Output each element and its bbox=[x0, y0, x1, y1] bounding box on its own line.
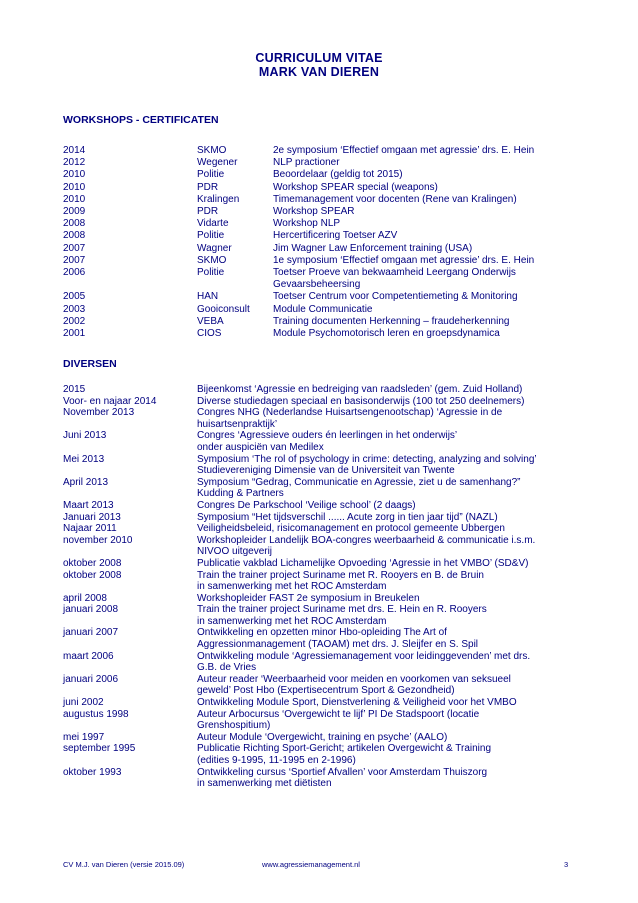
workshop-organization: VEBA bbox=[197, 315, 224, 327]
diversen-date: November 2013 bbox=[63, 407, 135, 419]
workshop-row bbox=[63, 145, 583, 157]
workshop-row bbox=[63, 157, 583, 169]
page-number: 3 bbox=[564, 860, 569, 869]
diversen-description: Congres NHG (Nederlandse Huisartsengenootschap) ‘Agressie in de huisartsenpraktijk’ bbox=[197, 407, 503, 430]
diversen-description: Ontwikkeling module ‘Agressiemanagement voor leidinggevenden’ met drs. G.B. de Vries bbox=[197, 650, 531, 674]
workshop-row bbox=[63, 243, 583, 255]
workshop-year: 2007 bbox=[63, 254, 86, 266]
workshop-year: 2006 bbox=[63, 267, 86, 279]
diversen-date: mei 1997 bbox=[63, 731, 105, 743]
diversen-date: Januari 2013 bbox=[63, 511, 121, 523]
diversen-description: Auteur reader ‘Weerbaarheid voor meiden en voorkomen van seksueel geweld’ Post Hbo (Expertisecentrum Sport & Gezondheid) bbox=[197, 673, 511, 697]
workshop-organization: Vidarte bbox=[197, 218, 229, 230]
workshop-row bbox=[63, 291, 583, 303]
workshop-description: NLP practioner bbox=[273, 157, 340, 169]
diversen-date: september 1995 bbox=[63, 743, 136, 755]
workshop-year: 2001 bbox=[63, 328, 86, 340]
diversen-date: oktober 1993 bbox=[63, 766, 122, 778]
workshop-description: Jim Wagner Law Enforcement training (USA) bbox=[273, 242, 473, 254]
workshops-list bbox=[63, 145, 583, 340]
diversen-description: Ontwikkeling cursus ‘Sportief Afvallen’ voor Amsterdam Thuiszorg in samenwerking met diëtisten bbox=[197, 766, 488, 790]
diversen-row bbox=[63, 570, 583, 593]
diversen-description: Congres De Parkschool ‘Veilige school’ (2 daags) bbox=[197, 499, 416, 511]
diversen-row bbox=[63, 384, 583, 396]
diversen-description: Workshopleider Landelijk BOA-congres weerbaarheid & communicatie i.s.m. NIVOO uitgeverij bbox=[197, 534, 536, 558]
diversen-description: Workshopleider FAST 2e symposium in Breukelen bbox=[197, 592, 420, 604]
workshop-year: 2008 bbox=[63, 230, 86, 242]
diversen-row bbox=[63, 604, 583, 627]
diversen-row bbox=[63, 512, 583, 524]
diversen-date: Maart 2013 bbox=[63, 499, 114, 511]
workshop-description: Toetser Proeve van bekwaamheid Leergang Onderwijs Gevaarsbeheersing bbox=[273, 267, 516, 291]
diversen-description: Symposium “Gedrag, Communicatie en Agressie, ziet u de samenhang?” Kudding & Partners bbox=[197, 476, 521, 500]
workshop-organization: SKMO bbox=[197, 254, 227, 266]
workshop-description: Toetser Centrum voor Competentiemeting & Monitoring bbox=[273, 291, 518, 303]
diversen-row bbox=[63, 454, 583, 477]
diversen-description: Diverse studiedagen speciaal en basisonderwijs (100 tot 250 deelnemers) bbox=[197, 395, 525, 407]
diversen-row bbox=[63, 743, 583, 766]
workshop-year: 2002 bbox=[63, 315, 86, 327]
diversen-date: Juni 2013 bbox=[63, 430, 107, 442]
workshop-year: 2008 bbox=[63, 218, 86, 230]
diversen-date: Mei 2013 bbox=[63, 453, 105, 465]
workshop-description: Module Psychomotorisch leren en groepsdynamica bbox=[273, 328, 500, 340]
workshop-year: 2014 bbox=[63, 145, 86, 156]
footer-website: www.agressiemanagement.nl bbox=[262, 860, 360, 869]
workshop-row bbox=[63, 218, 583, 230]
diversen-description: Publicatie vakblad Lichamelijke Opvoeding ‘Agressie in het VMBO’ (SD&V) bbox=[197, 557, 529, 569]
diversen-description: Train the trainer project Suriname met drs. E. Hein en R. Rooyers in samenwerking met het ROC Amsterdam bbox=[197, 604, 487, 627]
diversen-description: Auteur Module ‘Overgewicht, training en psyche’ (AALO) bbox=[197, 731, 448, 743]
workshop-description: Training documenten Herkenning – fraudeherkenning bbox=[273, 315, 510, 327]
footer-version: CV M.J. van Dieren (versie 2015.09) bbox=[63, 860, 185, 869]
workshop-description: Timemanagement voor docenten (Rene van Kralingen) bbox=[273, 193, 517, 205]
workshop-year: 2007 bbox=[63, 242, 86, 254]
diversen-row bbox=[63, 709, 583, 732]
diversen-date: oktober 2008 bbox=[63, 557, 122, 569]
workshop-organization: Wegener bbox=[197, 157, 238, 169]
document-subtitle: MARK VAN DIEREN bbox=[258, 65, 380, 79]
diversen-row bbox=[63, 430, 583, 453]
diversen-date: maart 2006 bbox=[63, 650, 114, 662]
diversen-date: juni 2002 bbox=[63, 697, 104, 709]
workshop-organization: Kralingen bbox=[197, 193, 240, 205]
workshop-description: Module Communicatie bbox=[273, 303, 373, 315]
diversen-description: Ontwikkeling en opzetten minor Hbo-opleiding The Art of Aggressionmanagement (TAOAM) met drs. J. Sleijfer en S. Spil bbox=[197, 627, 479, 651]
diversen-description: Auteur Arbocursus ‘Overgewicht te lijf’ PI De Stadspoort (locatie Grenshospitium) bbox=[197, 708, 480, 732]
diversen-list bbox=[63, 384, 583, 790]
diversen-row bbox=[63, 477, 583, 500]
workshop-row bbox=[63, 267, 583, 291]
workshop-organization: Politie bbox=[197, 267, 225, 279]
workshop-row bbox=[63, 316, 583, 328]
diversen-row bbox=[63, 767, 583, 790]
diversen-row bbox=[63, 732, 583, 744]
workshop-description: Beoordelaar (geldig tot 2015) bbox=[273, 169, 403, 181]
diversen-date: oktober 2008 bbox=[63, 569, 122, 581]
workshop-description: Workshop SPEAR special (weapons) bbox=[273, 181, 438, 193]
workshop-row bbox=[63, 255, 583, 267]
workshops-heading: WORKSHOPS - CERTIFICATEN bbox=[63, 114, 219, 126]
diversen-row bbox=[63, 558, 583, 570]
workshop-description: Workshop NLP bbox=[273, 218, 341, 230]
diversen-date: Najaar 2011 bbox=[63, 523, 117, 535]
workshop-year: 2005 bbox=[63, 291, 86, 303]
diversen-date: Voor- en najaar 2014 bbox=[63, 395, 157, 407]
diversen-date: augustus 1998 bbox=[63, 708, 129, 720]
diversen-description: Train the trainer project Suriname met R. Rooyers en B. de Bruin in samenwerking met het ROC Amsterdam bbox=[197, 569, 484, 593]
diversen-row bbox=[63, 535, 583, 558]
diversen-description: Publicatie Richting Sport-Gericht; artikelen Overgewicht & Training (edities 9-1995, 11-1995 en 2-1996) bbox=[197, 743, 492, 766]
diversen-row bbox=[63, 407, 583, 430]
workshop-row bbox=[63, 206, 583, 218]
workshop-year: 2009 bbox=[63, 206, 86, 218]
document-title: CURRICULUM VITAE bbox=[255, 51, 383, 65]
diversen-date: januari 2008 bbox=[63, 604, 119, 616]
diversen-row bbox=[63, 500, 583, 512]
diversen-row bbox=[63, 593, 583, 605]
diversen-date: november 2010 bbox=[63, 534, 133, 546]
workshop-row bbox=[63, 328, 583, 340]
diversen-row bbox=[63, 396, 583, 408]
workshop-year: 2010 bbox=[63, 181, 86, 193]
workshop-year: 2003 bbox=[63, 303, 86, 315]
workshop-row bbox=[63, 304, 583, 316]
diversen-row bbox=[63, 697, 583, 709]
diversen-date: januari 2007 bbox=[63, 627, 119, 639]
diversen-date: januari 2006 bbox=[63, 673, 119, 685]
workshop-organization: Politie bbox=[197, 169, 225, 181]
diversen-description: Bijeenkomst ‘Agressie en bedreiging van raadsleden’ (gem. Zuid Holland) bbox=[197, 384, 523, 395]
diversen-date: 2015 bbox=[63, 384, 86, 395]
workshop-organization: Politie bbox=[197, 230, 225, 242]
workshop-year: 2012 bbox=[63, 157, 86, 169]
diversen-row bbox=[63, 627, 583, 650]
diversen-description: Symposium ‘The rol of psychology in crime: detecting, analyzing and solving’ Studievereniging Dimensie van de Universiteit van Twente bbox=[197, 453, 537, 477]
diversen-row bbox=[63, 523, 583, 535]
workshop-organization: PDR bbox=[197, 181, 219, 193]
workshop-row bbox=[63, 182, 583, 194]
workshop-organization: CIOS bbox=[197, 328, 222, 340]
diversen-heading: DIVERSEN bbox=[63, 358, 117, 370]
diversen-date: april 2008 bbox=[63, 592, 107, 604]
diversen-description: Symposium “Het tijdsverschil ...... Acute zorg in tien jaar tijd” (NAZL) bbox=[197, 511, 498, 523]
workshop-year: 2010 bbox=[63, 169, 86, 181]
workshop-organization: PDR bbox=[197, 206, 219, 218]
diversen-description: Ontwikkeling Module Sport, Dienstverlening & Veiligheid voor het VMBO bbox=[197, 697, 517, 709]
workshop-row bbox=[63, 230, 583, 242]
diversen-row bbox=[63, 674, 583, 697]
workshop-row bbox=[63, 169, 583, 181]
workshop-organization: SKMO bbox=[197, 145, 227, 156]
workshop-organization: Gooiconsult bbox=[197, 303, 250, 315]
diversen-description: Veiligheidsbeleid, risicomanagement en protocol gemeente Ubbergen bbox=[197, 523, 505, 535]
workshop-description: Workshop SPEAR bbox=[273, 206, 355, 218]
diversen-date: April 2013 bbox=[63, 476, 109, 488]
workshop-description: Hercertificering Toetser AZV bbox=[273, 230, 398, 242]
diversen-row bbox=[63, 651, 583, 674]
diversen-description: Congres ‘Agressieve ouders én leerlingen in het onderwijs’ onder auspiciën van Medilex bbox=[197, 430, 458, 453]
workshop-year: 2010 bbox=[63, 193, 86, 205]
workshop-organization: HAN bbox=[197, 291, 219, 303]
workshop-organization: Wagner bbox=[197, 242, 232, 254]
workshop-description: 1e symposium ‘Effectief omgaan met agressie’ drs. E. Hein bbox=[273, 254, 535, 266]
workshop-row bbox=[63, 194, 583, 206]
workshop-description: 2e symposium ‘Effectief omgaan met agressie’ drs. E. Hein bbox=[273, 145, 535, 156]
